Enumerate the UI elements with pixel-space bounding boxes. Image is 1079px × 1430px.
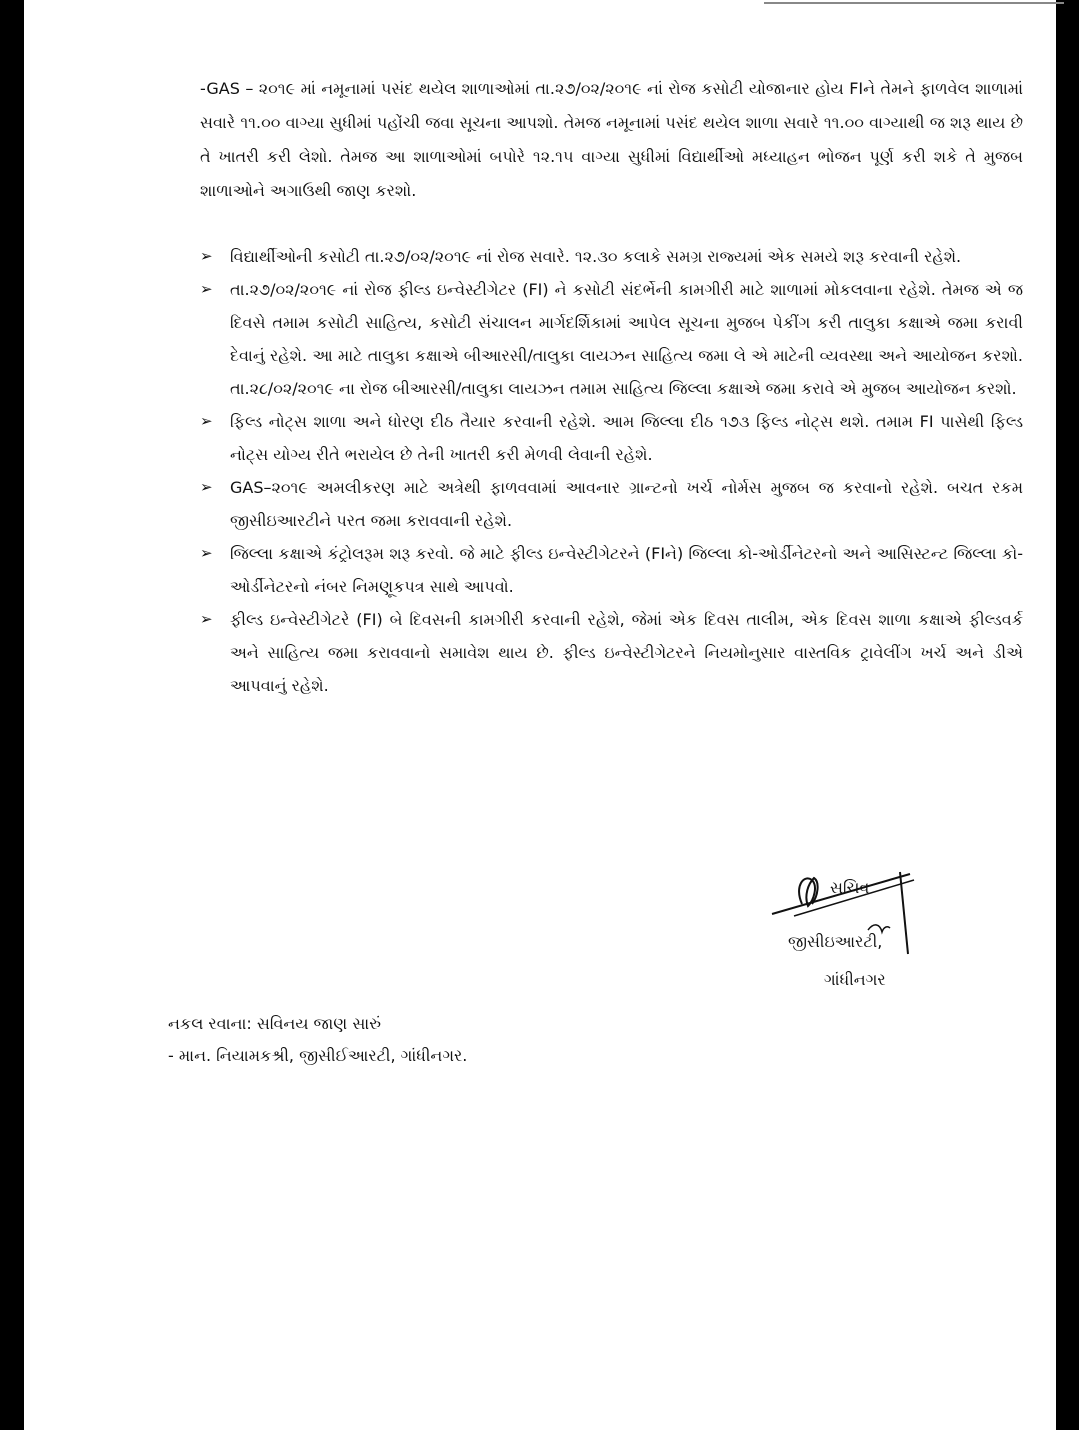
list-item-text: જિલ્લા કક્ષાએ કંટ્રોલરૂમ શરૂ કરવો. જે માટે ફીલ્ડ ઇન્વેસ્ટીગેટરને (FIને) જિલ્લા કો-ઓર્ડીનેટરનો અને આસિસ્ટન્ટ જિલ્લા કો-ઓર્ડીનેટરનો નંબર નિમણૂકપત્ર સાથે આપવો. bbox=[230, 544, 1023, 596]
signatory-place: ગાંધીનગર bbox=[824, 970, 886, 989]
list-item-text: વિદ્યાર્થીઓની કસોટી તા.૨૭/૦૨/૨૦૧૯ નાં રોજ સવારે. ૧૨.૩૦ કલાકે સમગ્ર રાજ્યમાં એક સમયે શરૂ કરવાની રહેશે. bbox=[230, 247, 962, 266]
list-item bbox=[200, 603, 1023, 702]
list-item-text: તા.૨૭/૦૨/૨૦૧૯ નાં રોજ ફીલ્ડ ઇન્વેસ્ટીગેટર (FI) ને કસોટી સંદર્ભેની કામગીરી માટે શાળામાં મોકલવાના રહેશે. તેમજ એ જ દિવસે તમામ કસોટી સાહિત્ય, કસોટી સંચાલન માર્ગદર્શિકામાં આપેલ સૂચના મુજબ પેકીંગ કરી તાલુકા કક્ષાએ જમા કરાવી દેવાનું રહેશે. આ માટે તાલુકા કક્ષાએ બીઆરસી/તાલુકા લાયઝન સાહિત્ય જમા લે એ માટેની વ્યવસ્થા અને આયોજન કરશો. તા.૨૮/૦૨/૨૦૧૯ ના રોજ બીઆરસી/તાલુકા લાયઝન તમામ સાહિત્ય જિલ્લા કક્ષાએ જમા કરાવે એ મુજબ આયોજન કરશો. bbox=[230, 280, 1023, 398]
intro-paragraph: -GAS – ૨૦૧૯ માં નમૂનામાં પસંદ થયેલ શાળાઓમાં તા.૨૭/૦૨/૨૦૧૯ નાં રોજ કસોટી યોજાનાર હોય FIને તેમને ફાળવેલ શાળામાં સવારે ૧૧.૦૦ વાગ્યા સુધીમાં પહોંચી જવા સૂચના આપશો. તેમજ નમૂનામાં પસંદ થયેલ શાળા સવારે ૧૧.૦૦ વાગ્યાથી જ શરૂ થાય છે તે ખાતરી કરી લેશો. તેમજ આ શાળાઓમાં બપોરે ૧૨.૧૫ વાગ્યા સુધીમાં વિદ્યાર્થીઓ મધ્યાહન ભોજન પૂર્ણ કરી શકે તે મુજબ શાળાઓને અગાઉથી જાણ કરશો. bbox=[200, 79, 1023, 200]
arrow-bullet-icon: ➢ bbox=[200, 280, 213, 298]
list-item bbox=[200, 537, 1023, 603]
list-item bbox=[200, 405, 1023, 471]
arrow-bullet-icon: ➢ bbox=[200, 610, 213, 628]
arrow-bullet-icon: ➢ bbox=[200, 247, 213, 265]
list-item bbox=[200, 273, 1023, 405]
list-item-text: ફિલ્ડ નોટ્સ શાળા અને ધોરણ દીઠ તૈયાર કરવાની રહેશે. આમ જિલ્લા દીઠ ૧૭૩ ફિલ્ડ નોટ્સ થશે. તમામ FI પાસેથી ફિલ્ડ નોટ્સ યોગ્ય રીતે ભરાયેલ છે તેની ખાતરી કરી મેળવી લેવાની રહેશે. bbox=[230, 412, 1023, 464]
list-item-text: ફીલ્ડ ઇન્વેસ્ટીગેટરે (FI) બે દિવસની કામગીરી કરવાની રહેશે, જેમાં એક દિવસ તાલીમ, એક દિવસ શાળા કક્ષાએ ફીલ્ડવર્ક અને સાહિત્ય જમા કરાવવાનો સમાવેશ થાય છે. ફીલ્ડ ઇન્વેસ્ટીગેટરને નિયમોનુસાર વાસ્તવિક ટ્રાવેલીંગ ખર્ચ અને ડીએ આપવાનું રહેશે. bbox=[230, 610, 1023, 695]
list-item bbox=[200, 471, 1023, 537]
arrow-bullet-icon: ➢ bbox=[200, 412, 213, 430]
instruction-list bbox=[200, 240, 1023, 702]
arrow-bullet-icon: ➢ bbox=[200, 478, 213, 496]
copy-to-section bbox=[168, 1008, 467, 1072]
scan-edge-line bbox=[764, 2, 1064, 4]
signature-block bbox=[764, 866, 924, 996]
document-page bbox=[24, 0, 1056, 1430]
arrow-bullet-icon: ➢ bbox=[200, 544, 213, 562]
signatory-designation: સચિવ bbox=[830, 878, 870, 897]
list-item-text: GAS–૨૦૧૯ અમલીકરણ માટે અત્રેથી ફાળવવામાં આવનાર ગ્રાન્ટનો ખર્ચ નોર્મસ મુજબ જ કરવાનો રહેશે. બચત રકમ જીસીઇઆરટીને પરત જમા કરાવવાની રહેશે. bbox=[230, 478, 1023, 530]
copy-to-heading: નકલ રવાના: સવિનય જાણ સારું bbox=[168, 1014, 381, 1033]
list-item bbox=[200, 240, 1023, 273]
signatory-office: જીસીઇઆરટી, bbox=[788, 932, 883, 951]
copy-to-recipient: - માન. નિયામકશ્રી, જીસીઈઆરટી, ગાંધીનગર. bbox=[168, 1046, 468, 1065]
